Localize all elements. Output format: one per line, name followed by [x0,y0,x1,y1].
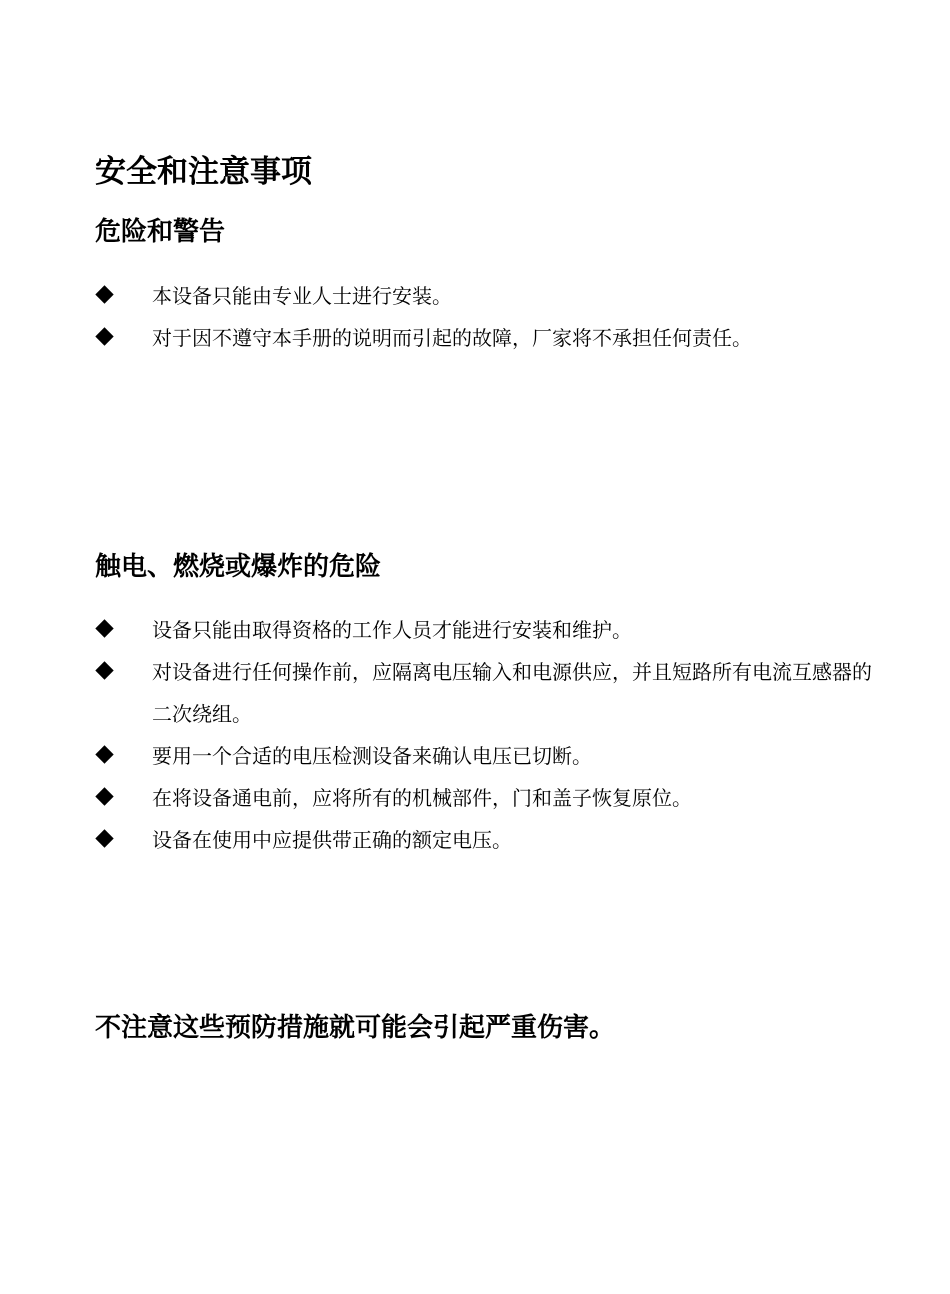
danger-warning-list [95,275,875,359]
diamond-bullet-icon [95,745,113,763]
list-item [95,735,875,777]
list-item [95,819,875,861]
diamond-bullet-icon [95,327,113,345]
list-item-text: 在将设备通电前，应将所有的机械部件，门和盖子恢复原位。 [152,786,692,810]
list-item [95,777,875,819]
diamond-bullet-icon [95,829,113,847]
list-item [95,275,875,317]
diamond-bullet-icon [95,285,113,303]
list-item-text: 设备只能由取得资格的工作人员才能进行安装和维护。 [152,618,632,642]
list-item-text: 设备在使用中应提供带正确的额定电压。 [152,828,512,852]
list-item-text: 对于因不遵守本手册的说明而引起的故障，厂家将不承担任何责任。 [152,326,752,350]
closing-warning: 不注意这些预防措施就可能会引起严重伤害。 [95,1013,616,1043]
diamond-bullet-icon [95,661,113,679]
list-item [95,609,875,651]
section-heading-danger-warning: 危险和警告 [95,217,226,247]
list-item [95,651,875,735]
list-item-text: 本设备只能由专业人士进行安装。 [152,284,452,308]
section-heading-electric-shock: 触电、燃烧或爆炸的危险 [95,552,382,582]
electric-shock-list [95,609,875,861]
diamond-bullet-icon [95,619,113,637]
diamond-bullet-icon [95,787,113,805]
list-item-text: 要用一个合适的电压检测设备来确认电压已切断。 [152,744,592,768]
list-item-text: 对设备进行任何操作前，应隔离电压输入和电源供应，并且短路所有电流互感器的二次绕组。 [152,660,872,726]
list-item [95,317,875,359]
page-title: 安全和注意事项 [95,154,312,190]
